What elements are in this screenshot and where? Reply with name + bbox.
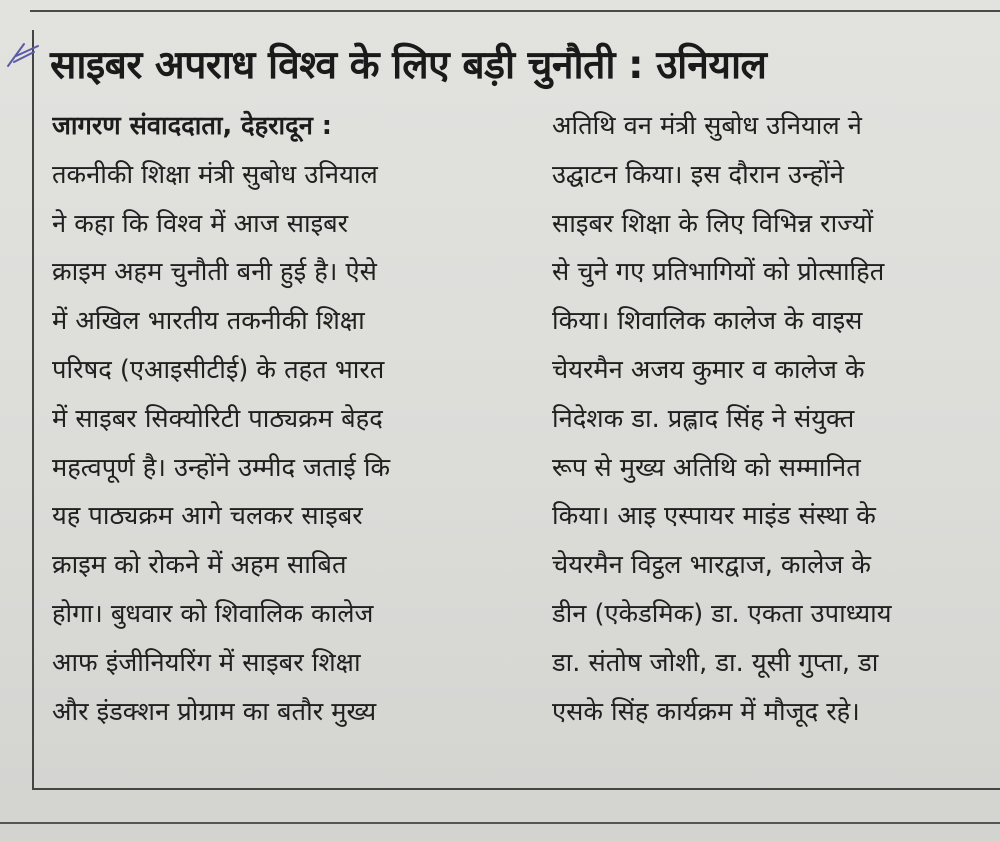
text-line: और इंडक्शन प्रोग्राम का बतौर मुख्य bbox=[52, 696, 377, 727]
text-line: डीन (एकेडमिक) डा. एकता उपाध्याय bbox=[552, 598, 892, 629]
text-line: से चुने गए प्रतिभागियों को प्रोत्साहित bbox=[552, 257, 885, 288]
bottom-rule bbox=[0, 822, 1000, 824]
text-line: निदेशक डा. प्रह्लाद सिंह ने संयुक्त bbox=[552, 403, 855, 434]
text-line: चेयरमैन विट्ठल भारद्वाज, कालेज के bbox=[552, 550, 872, 581]
right-column bbox=[552, 102, 1000, 736]
pen-mark-icon bbox=[4, 40, 44, 70]
text-line: रूप से मुख्य अतिथि को सम्मानित bbox=[552, 452, 861, 483]
left-column bbox=[52, 102, 502, 736]
text-line: अतिथि वन मंत्री सुबोध उनियाल ने bbox=[552, 111, 862, 141]
text-line: ने कहा कि विश्व में आज साइबर bbox=[52, 208, 349, 239]
text-line: उद्घाटन किया। इस दौरान उन्होंने bbox=[552, 159, 844, 190]
text-line: डा. संतोष जोशी, डा. यूसी गुप्ता, डा bbox=[552, 647, 879, 678]
text-line: साइबर शिक्षा के लिए विभिन्न राज्यों bbox=[552, 208, 874, 239]
byline: जागरण संवाददाता, देहरादून : bbox=[52, 111, 332, 141]
text-line: में साइबर सिक्योरिटी पाठ्यक्रम बेहद bbox=[52, 403, 383, 434]
text-line: किया। आइ एस्पायर माइंड संस्था के bbox=[552, 501, 876, 532]
text-line: एसके सिंह कार्यक्रम में मौजूद रहे। bbox=[552, 696, 860, 727]
text-line: परिषद (एआइसीटीई) के तहत भारत bbox=[52, 354, 385, 385]
text-line: क्राइम को रोकने में अहम साबित bbox=[52, 550, 347, 581]
text-line: में अखिल भारतीय तकनीकी शिक्षा bbox=[52, 306, 365, 337]
text-line: किया। शिवालिक कालेज के वाइस bbox=[552, 306, 863, 337]
text-line: आफ इंजीनियरिंग में साइबर शिक्षा bbox=[52, 647, 361, 678]
text-line: महत्वपूर्ण है। उन्होंने उम्मीद जताई कि bbox=[52, 452, 391, 483]
text-line: यह पाठ्यक्रम आगे चलकर साइबर bbox=[52, 501, 363, 532]
text-line: होगा। बुधवार को शिवालिक कालेज bbox=[52, 598, 374, 629]
text-line: क्राइम अहम चुनौती बनी हुई है। ऐसे bbox=[52, 257, 377, 288]
top-rule bbox=[30, 10, 1000, 12]
article-headline: साइबर अपराध विश्व के लिए बड़ी चुनौती : उनियाल bbox=[50, 43, 767, 88]
text-line: चेयरमैन अजय कुमार व कालेज के bbox=[552, 354, 865, 385]
text-line: तकनीकी शिक्षा मंत्री सुबोध उनियाल bbox=[52, 159, 378, 190]
